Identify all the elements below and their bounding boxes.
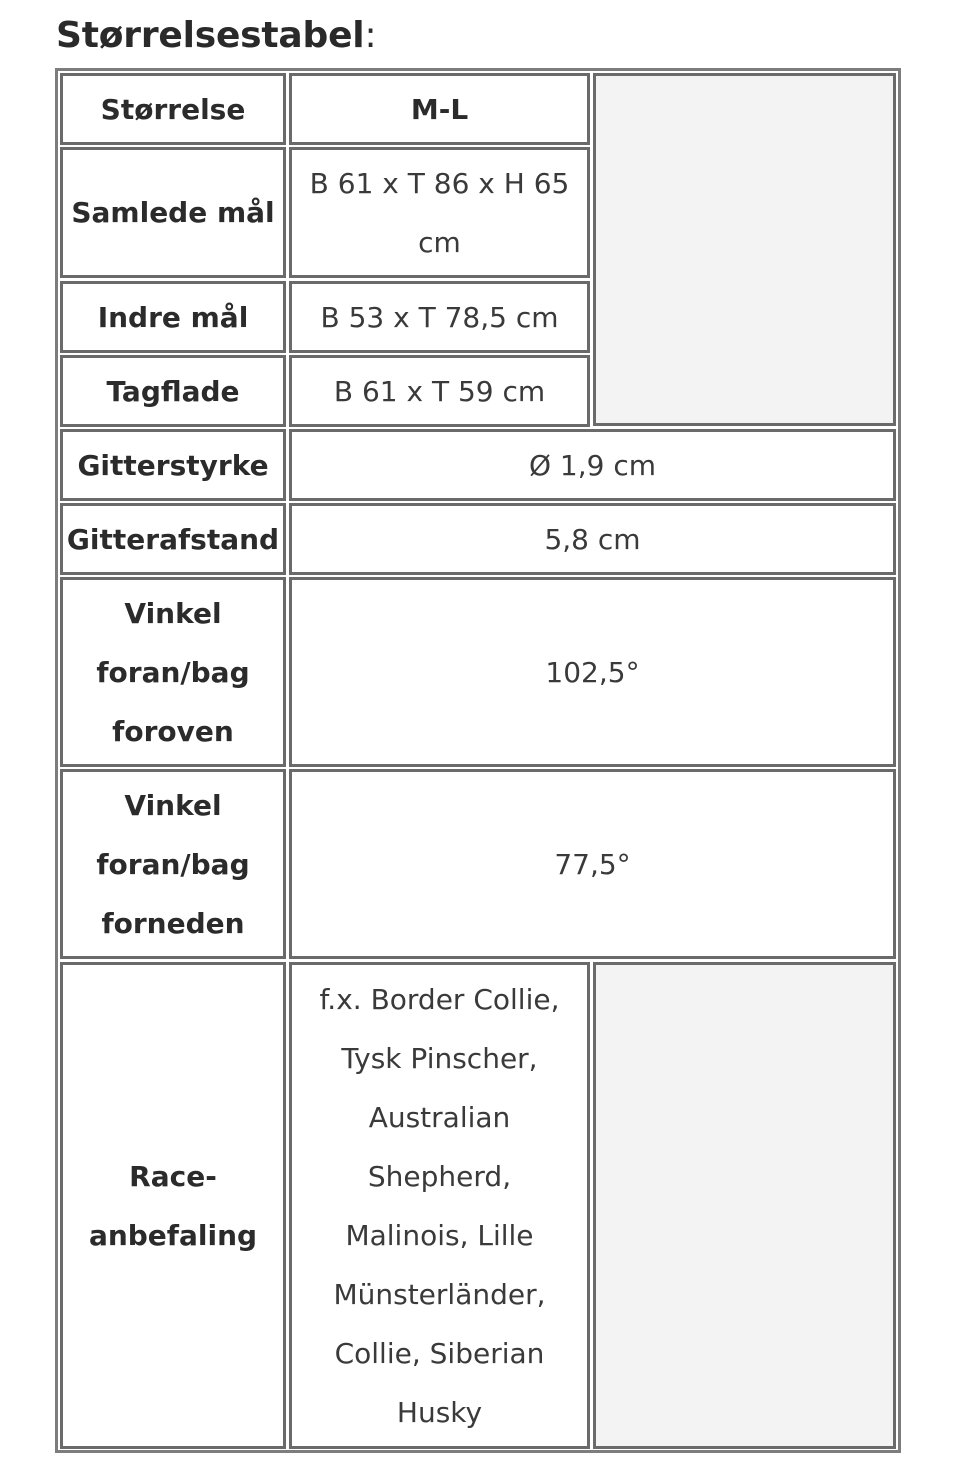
table-header-size: M-L xyxy=(289,73,590,145)
page-title xyxy=(56,10,376,62)
page-title-colon: : xyxy=(364,15,377,56)
table-row-label: Gitterstyrke xyxy=(60,429,286,501)
table-row-label: Samlede mål xyxy=(60,147,286,278)
table-row-value: 5,8 cm xyxy=(289,503,896,575)
table-row-value: 77,5° xyxy=(289,769,896,959)
table-row-label: Vinkel foran/bag forneden xyxy=(60,769,286,959)
table-row-label: Gitterafstand xyxy=(60,503,286,575)
page-title-text: Størrelsestabel xyxy=(56,15,365,56)
table-row-value: Ø 1,9 cm xyxy=(289,429,896,501)
table-row-value: 102,5° xyxy=(289,577,896,767)
table-row-label: Indre mål xyxy=(60,281,286,353)
table-row-value: f.x. Border Collie, Tysk Pinscher, Australian Shepherd, Malinois, Lille Münsterländer, Collie, Siberian Husky xyxy=(289,962,590,1449)
table-empty-cell-top xyxy=(593,73,896,426)
table-row-value: B 53 x T 78,5 cm xyxy=(289,281,590,353)
table-header-label: Størrelse xyxy=(60,73,286,145)
table-row-label: Vinkel foran/bag foroven xyxy=(60,577,286,767)
table-row-value: B 61 x T 86 x H 65 cm xyxy=(289,147,590,278)
table-empty-cell-bottom xyxy=(593,962,896,1449)
table-row-value: B 61 x T 59 cm xyxy=(289,355,590,427)
table-row-label: Tagflade xyxy=(60,355,286,427)
table-row-label: Race-anbefaling xyxy=(60,962,286,1449)
